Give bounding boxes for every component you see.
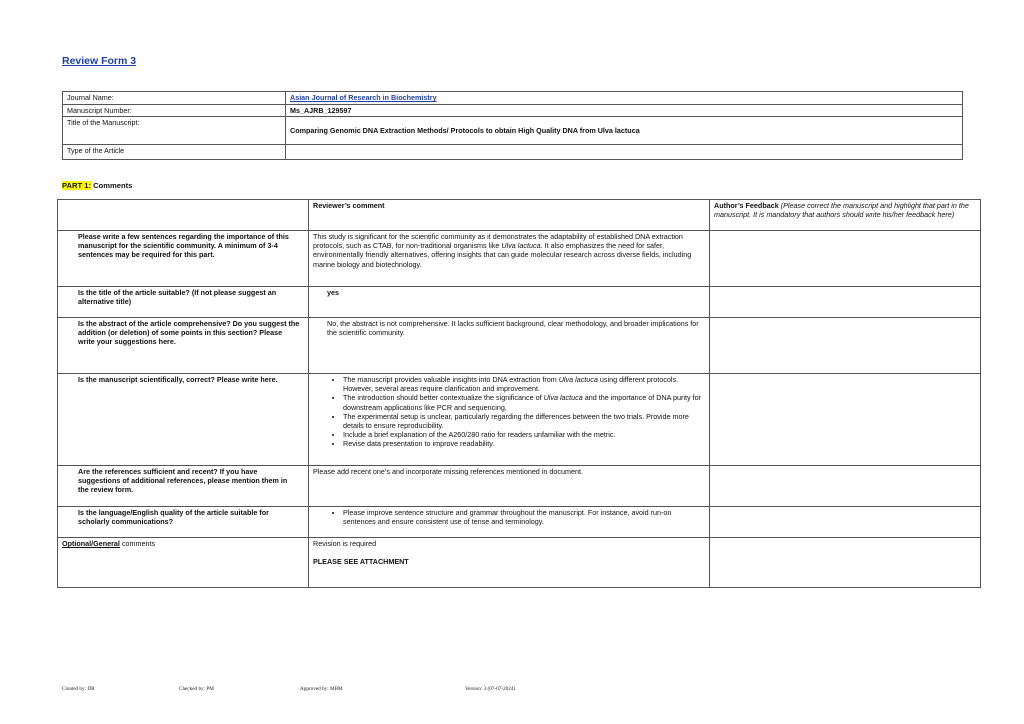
title-suitability-comment: yes — [309, 287, 710, 318]
language-comment — [309, 507, 710, 538]
manuscript-number-value: Ms_AJRB_129597 — [286, 105, 963, 117]
header-empty-cell — [58, 200, 309, 231]
importance-comment-species: Ulva lactuca — [501, 241, 541, 251]
references-question: Are the references sufficient and recent? If you have suggestions of additional references, please mention them in the review form. — [58, 466, 309, 507]
reviewer-comment-header: Reviewer’s comment — [309, 200, 710, 231]
author-feedback-title: Author’s Feedback — [714, 201, 779, 210]
references-comment: Please add recent one’s and incorporate missing references mentioned in document. — [309, 466, 710, 507]
title-suitability-question: Is the title of the article suitable? (If not please suggest an alternative title) — [58, 287, 309, 318]
list-item: • The introduction should better contextualize the significance of Ulva lactuca and the importance of DNA purity for downstream applications like PCR and sequencing. — [343, 393, 705, 411]
footer-approved-by: Approved by: MBM — [300, 686, 343, 692]
manuscript-title-value: Comparing Genomic DNA Extraction Methods/ Protocols to obtain High Quality DNA from Ulva lactuca — [286, 117, 963, 145]
abstract-question: Is the abstract of the article comprehensive? Do you suggest the addition (or deletion) of some points in this section? Please write your suggestions here. — [58, 318, 309, 374]
language-question: Is the language/English quality of the article suitable for scholarly communications? — [58, 507, 309, 538]
footer-created-by: Created by: DR — [62, 686, 95, 692]
language-row — [58, 507, 981, 538]
list-item: • The manuscript provides valuable insights into DNA extraction from Ulva lactuca using different protocols. However, several areas require clarification and improvement. — [343, 375, 705, 393]
article-type-label: Type of the Article — [63, 145, 286, 160]
part1-comments-label: Comments — [93, 181, 133, 190]
author-feedback-note: (Please correct the manuscript and highlight that part in the manuscript. It is mandatory that authors should write his/her feedback here) — [714, 201, 969, 220]
scientific-correctness-row — [58, 374, 981, 466]
list-item: • Include a brief explanation of the A260/280 ratio for readers unfamiliar with the metric. — [343, 430, 705, 439]
abstract-comment: No, the abstract is not comprehensive. It lacks sufficient background, clear methodology, and broader implications for the scientific community. — [309, 318, 710, 374]
scientific-correctness-feedback[interactable] — [710, 374, 981, 466]
part1-heading — [62, 181, 132, 190]
importance-question: Please write a few sentences regarding the importance of this manuscript for the scientific community. A minimum of 3-4 sentences may be required for this part. — [58, 231, 309, 287]
manuscript-info-table — [62, 91, 963, 160]
journal-link[interactable]: Asian Journal of Research in Biochemistry — [290, 93, 437, 102]
header-row — [58, 200, 981, 231]
author-feedback-header — [710, 200, 981, 231]
manuscript-title-row — [63, 117, 963, 145]
list-item: • The experimental setup is unclear, particularly regarding the differences between the two trials. Provide more details to ensure reproducibility. — [343, 412, 705, 430]
title-suitability-feedback[interactable] — [710, 287, 981, 318]
abstract-feedback[interactable] — [710, 318, 981, 374]
general-comments-label — [58, 538, 309, 588]
general-comments-row — [58, 538, 981, 588]
list-item: • Revise data presentation to improve readability. — [343, 439, 705, 448]
references-feedback[interactable] — [710, 466, 981, 507]
journal-label: Journal Name: — [63, 92, 286, 105]
manuscript-number-label: Manuscript Number: — [63, 105, 286, 117]
importance-comment-b: . It also emphasizes the need for safer, environmentally friendly alternatives, offering insights that can guide molecular research across diverse fields, including marine biology and biotechnology. — [313, 241, 692, 269]
list-item: • Please improve sentence structure and grammar throughout the manuscript. For instance, avoid run-on sentences and ensure consistent use of tense and terminology. — [343, 508, 705, 526]
comments-table — [57, 199, 981, 588]
manuscript-title-label: Title of the Manuscript: — [63, 117, 286, 145]
title-suitability-row — [58, 287, 981, 318]
part1-label: PART 1: — [62, 181, 91, 190]
footer-version: Version: 3 (07-07-2024) — [465, 686, 516, 692]
revision-note: Revision is required — [313, 539, 377, 548]
importance-comment-a: This study is significant for the scientific community as it demonstrates the adaptability of established DNA extraction protocols, such as CTAB, for non-traditional organisms like — [313, 232, 683, 251]
importance-comment — [309, 231, 710, 287]
scientific-correctness-list — [313, 375, 705, 449]
importance-row — [58, 231, 981, 287]
journal-row — [63, 92, 963, 105]
general-feedback[interactable] — [710, 538, 981, 588]
article-type-row — [63, 145, 963, 160]
language-feedback[interactable] — [710, 507, 981, 538]
references-row — [58, 466, 981, 507]
article-type-value — [286, 145, 963, 160]
general-comments — [309, 538, 710, 588]
general-label-b: comments — [119, 539, 156, 548]
scientific-correctness-question: Is the manuscript scientifically, correct? Please write here. — [58, 374, 309, 466]
language-list — [313, 508, 705, 526]
attachment-note: PLEASE SEE ATTACHMENT — [313, 557, 409, 567]
general-label-a: Optional/General — [62, 539, 120, 548]
scientific-correctness-comment — [309, 374, 710, 466]
form-title: Review Form 3 — [62, 55, 137, 67]
footer-checked-by: Checked by: PM — [179, 686, 214, 692]
abstract-row — [58, 318, 981, 374]
importance-feedback[interactable] — [710, 231, 981, 287]
manuscript-number-row — [63, 105, 963, 117]
